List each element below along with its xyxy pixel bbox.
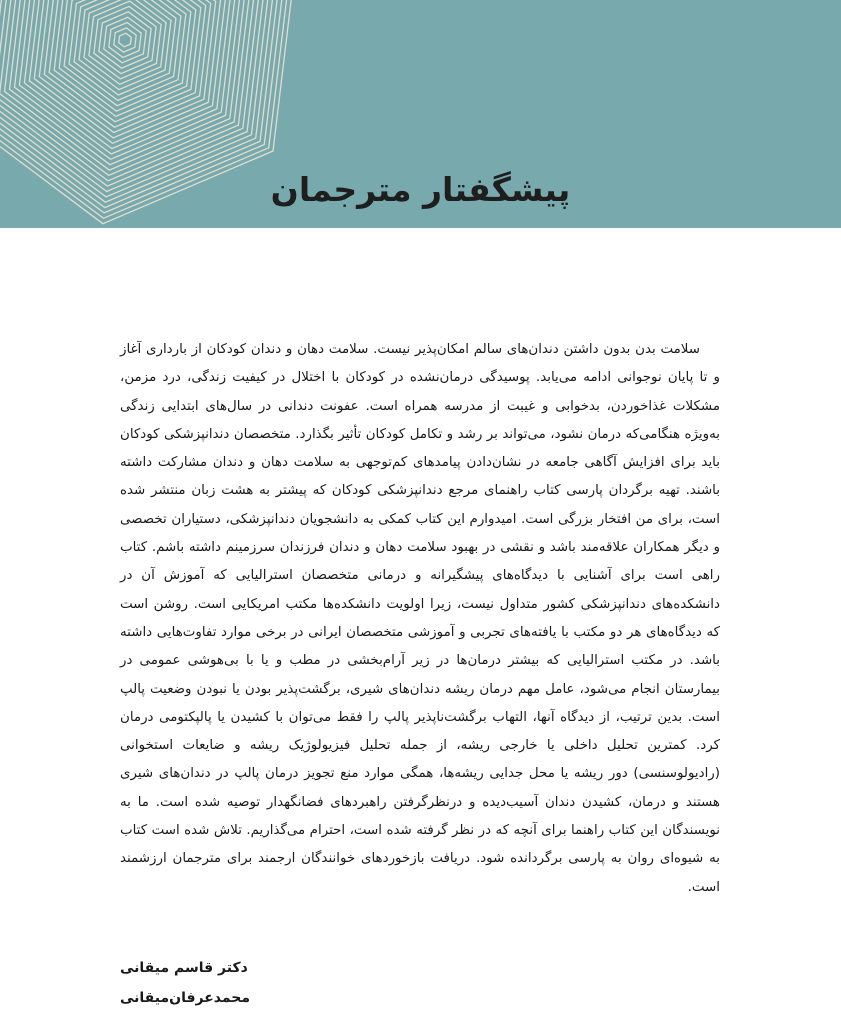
pattern-ring: [114, 28, 136, 52]
preface-text: سلامت بدن بدون داشتن دندان‌های سالم امکان‌پذیر نیست. سلامت دهان و دندان کودکان از بارداری آغاز و تا پایان نوجوانی ادامه می‌یابد. پوسیدگی درمان‌نشده در کودکان با اختلال در کیفیت زندگی، درد مزمن، مشکلات غذاخوردن، بدخوابی و غیبت از مدرسه همراه است. عفونت دندانی در سال‌های ابتدایی زندگی به‌ویژه هنگامی‌که درمان نشود، می‌تواند بر رشد و تکامل کودکان تأثیر بگذارد. متخصصان دندانپزشکی کودکان باید برای افزایش آگاهی جامعه در نشان‌دادن پیامدهای کم‌توجهی به سلامت دهان و دندان مشارکت داشته باشند. تهیه برگردان پارسی کتاب راهنمای مرجع دندانپزشکی کودکان که پیشتر به هشت زبان منتشر شده است، برای من افتخار بزرگی است. امیدوارم این کتاب کمکی به دانشجویان دندانپزشکی، دستیاران تخصصی و دیگر همکاران علاقه‌مند باشد و نقشی در بهبود سلامت دهان و دندان فرزندان سرزمینم داشته باشم. کتاب راهی است برای آشنایی با دیدگاه‌های پیشگیرانه و درمانی متخصصان استرالیایی که آموزش آن در دانشکده‌های دندانپزشکی کشور متداول نیست، زیرا اولویت دانشکده‌ها مکتب امریکایی است. روشن است که دیدگاه‌های هر دو مکتب با یافته‌های تجربی و آموزشی متخصصان ایرانی در برخی موارد تفاوت‌هایی داشته باشد. در مکتب استرالیایی که بیشتر درمان‌ها در زیر آرام‌بخشی در مطب و یا با بی‌هوشی عمومی در بیمارستان انجام می‌شود، عامل مهم درمان ریشه دندان‌های شیری، برگشت‌پذیر بودن یا نبودن وضعیت پالپ است. بدین ترتیب، از دیدگاه آنها، التهاب برگشت‌ناپذیر پالپ را فقط می‌توان با کشیدن یا پالپکتومی درمان کرد. کمترین تحلیل داخلی یا خارجی ریشه، از جمله تحلیل فیزیولوژیک ریشه و ضایعات استخوانی (رادیولوسنسی) دور ریشه یا محل جدایی ریشه‌ها، همگی موارد منع تجویز درمان پالپ در دندان‌های شیری هستند و درمان، کشیدن دندان آسیب‌دیده و درنظرگرفتن راهبردهای فضانگهدار توصیه شده است. ما به نویسندگان این کتاب راهنما برای آنچه که در نظر گرفته شده است، احترام می‌گذاریم. تلاش شده است کتاب به شیوه‌ای روان به پارسی برگردانده شود. دریافت بازخوردهای خوانندگان ارجمند برای مترجمان ارزشمند است.: [120, 342, 720, 895]
page-title: پیشگفتار مترجمان: [270, 170, 571, 209]
pattern-ring: [99, 12, 151, 68]
pattern-ring: [24, 0, 225, 149]
pattern-ring: [94, 6, 156, 73]
translator-signature-1: دکتر قاسم میقانی: [120, 960, 248, 976]
header-banner: [0, 0, 841, 228]
pattern-ring: [109, 23, 141, 58]
pattern-ring: [119, 33, 132, 47]
preface-paragraph: [120, 336, 720, 902]
translator-signature-2: محمدعرفان‌میقانی: [120, 990, 251, 1006]
